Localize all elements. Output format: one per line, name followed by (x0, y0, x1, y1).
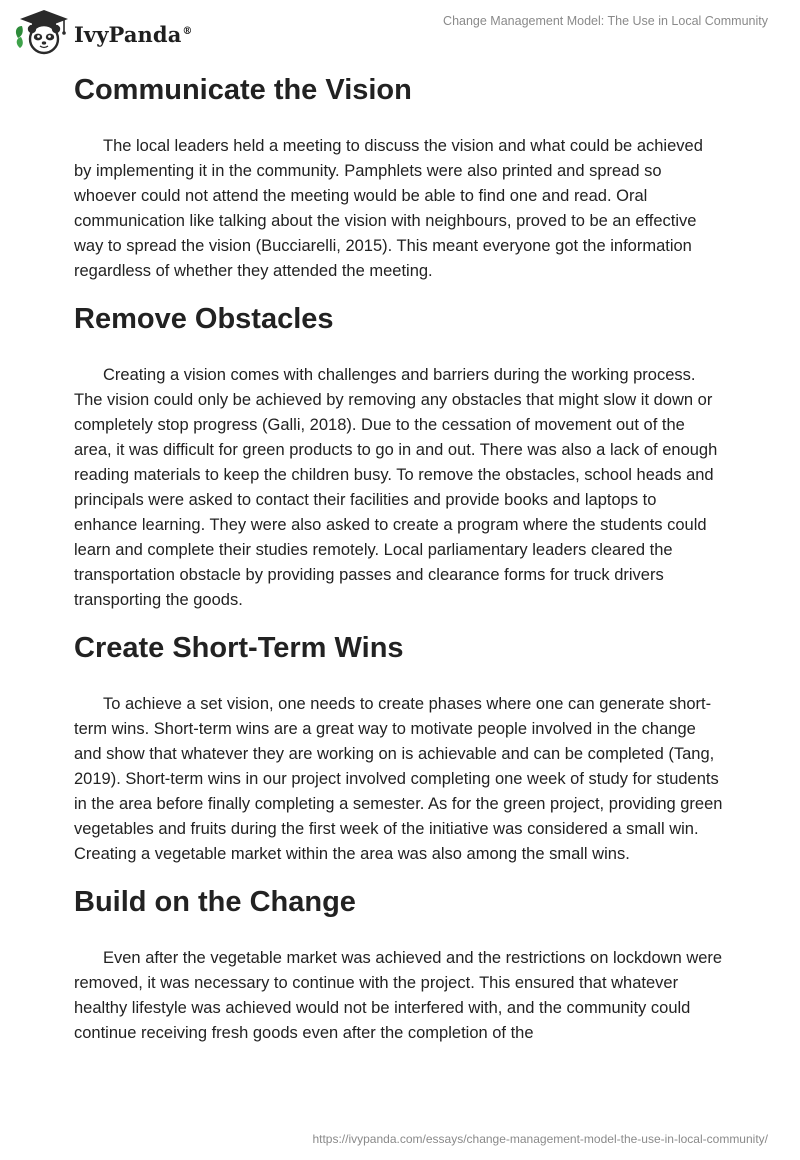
section-paragraph-communicate-vision: The local leaders held a meeting to discuss the vision and what could be achieved by implementing it in the community. Pamphlets were also printed and spread so whoever could not attend the meeting would be able to find one and read. Oral communication like talking about the vision with neighbours, proved to be an effective way to spread the vision (Bucciarelli, 2015). This meant everyone got the information regardless of whether they attended the meeting. (74, 137, 703, 280)
footer-source-url[interactable]: https://ivypanda.com/essays/change-management-model-the-use-in-local-community/ (312, 1132, 768, 1146)
section-paragraph-short-term-wins: To achieve a set vision, one needs to create phases where one can generate short-term wins. Short-term wins are a great way to motivate people involved in the change and show that whatever they are working on is achievable and can be completed (Tang, 2019). Short-term wins in our project involved completing one week of study for students in the area before finally completing a semester. As for the green project, providing green vegetables and fruits during the first week of the initiative was considered a small win. Creating a vegetable market within the area was also among the small wins. (74, 695, 723, 863)
section-heading-short-term-wins: Create Short-Term Wins (74, 632, 404, 664)
section-paragraph-remove-obstacles: Creating a vision comes with challenges and barriers during the working process. The vision could only be achieved by removing any obstacles that might slow it down or completely stop progress (Galli, 2018). Due to the cessation of movement out of the area, it was difficult for green products to go in and out. There was also a lack of enough reading materials to keep the children busy. To remove the obstacles, school heads and principals were asked to contact their facilities and provide books and laptops to enhance learning. They were also asked to create a program where the students could learn and complete their studies remotely. Local parliamentary leaders cleared the transportation obstacle by providing passes and clearance forms for truck drivers transporting the goods. (74, 366, 718, 609)
page-header-title: Change Management Model: The Use in Local Community (443, 14, 768, 28)
section-heading-remove-obstacles: Remove Obstacles (74, 303, 334, 335)
ivypanda-logo[interactable] (14, 8, 193, 56)
panda-graduation-cap-icon (14, 8, 70, 56)
essay-content (74, 70, 724, 1046)
section-heading-communicate-vision: Communicate the Vision (74, 74, 412, 106)
section-heading-build-on-change: Build on the Change (74, 886, 356, 918)
brand-name: IvyPanda® (74, 21, 193, 47)
section-paragraph-build-on-change: Even after the vegetable market was achieved and the restrictions on lockdown were removed, it was necessary to continue with the project. This ensured that whatever healthy lifestyle was achieved would not be interfered with, and the community could continue receiving fresh goods even after the completion of the (74, 949, 723, 1042)
page-header (0, 0, 800, 62)
